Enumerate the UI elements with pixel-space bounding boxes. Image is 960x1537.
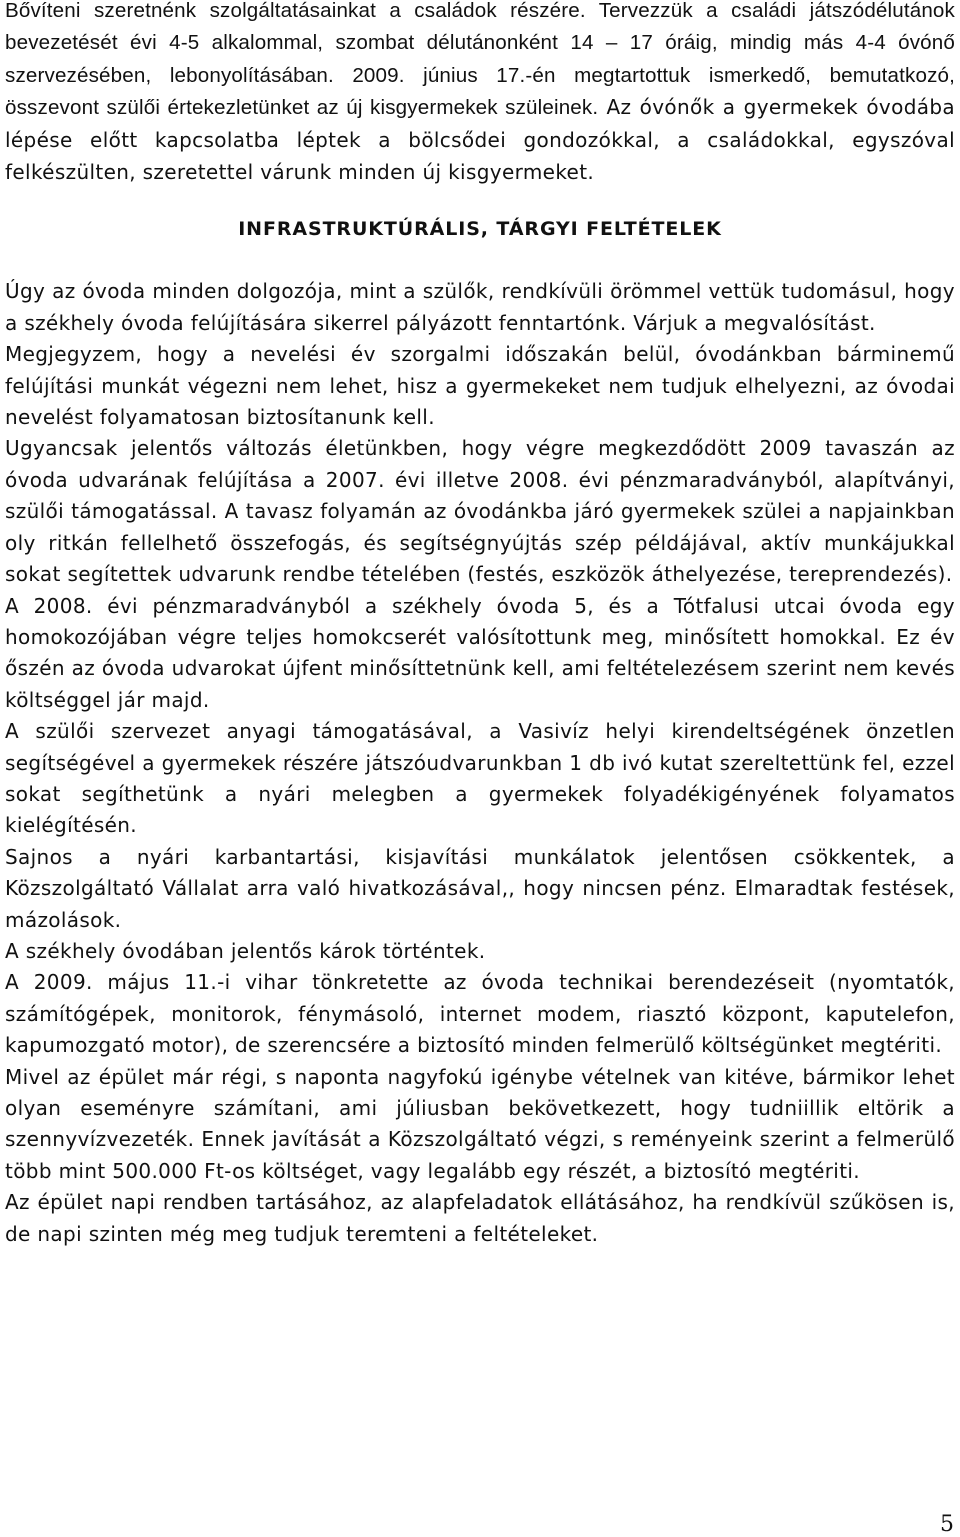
page-number: 5	[940, 1512, 954, 1537]
intro-paragraph	[5, 0, 955, 189]
paragraph-drinking-fountain: A szülői szervezet anyagi támogatásával, a Vasivíz helyi kirendeltségének önzetlen segítségével a gyermekek részére játszóudvarunkban 1 db ivó kutat szereltettünk fel, ezzel sokat segíthetünk a nyári melegben a gyermekek folyadékigényének folyamatos kielégítésén.	[5, 719, 955, 838]
paragraph-yard-renovation: Ugyancsak jelentős változás életünkben, hogy végre megkezdődött 2009 tavaszán az óvoda udvarának felújítása a 2007. évi illetve 2008. évi pénzmaradványból, alapítványi, szülői támogatással. A tavasz folyamán az óvodánkba járó gyermekek szülei a napjainkban oly ritkán fellelhető összefogás, és segítségnyújtás szép példájával, aktív munkájukkal sokat segítettek udvarunk rendbe tételében (festés, eszközök áthelyezése, tereprendezés).	[5, 436, 955, 587]
paragraph-renovation-tender: Úgy az óvoda minden dolgozója, mint a szülők, rendkívüli örömmel vettük tudomásul, hogy a székhely óvoda felújítására sikerrel pályázott fenntartónk. Várjuk a megvalósítást.	[5, 279, 955, 335]
paragraph-storm-damage: A 2009. május 11.-i vihar tönkretette az óvoda technikai berendezéseit (nyomtatók, számítógépek, monitorok, fénymásoló, internet modem, riasztó központ, kaputelefon, kapumozgató motor), de szerencsére a biztosító minden felmerülő költségünket megtériti.	[5, 970, 955, 1058]
section-heading: INFRASTRUKTÚRÁLIS, TÁRGYI FELTÉTELEK	[238, 218, 722, 241]
intro-text-verdana: Az óvónők a gyermekek óvodába lépése előtt kapcsolatba léptek a bölcsődei gondozókkal, a családokkal, egyszóval felkészülten, szeretettel várunk minden új kisgyermeket.	[5, 95, 955, 185]
paragraph-damages: A székhely óvodában jelentős károk történtek.	[5, 938, 486, 963]
paragraph-school-year-note: Megjegyzem, hogy a nevelési év szorgalmi időszakán belül, óvodánkban bárminemű felújítási munkát végezni nem lehet, hisz a gyermekeket nem tudjuk elhelyezni, az óvodai nevelést folyamatosan biztosítanunk kell.	[5, 342, 955, 430]
paragraph-sewer-pipe: Mivel az épület már régi, s naponta nagyfokú igénybe vételnek van kitéve, bármikor lehet olyan eseményre számítani, ami júliusban bekövetkezett, hogy tudniillik eltörik a szennyvízvezeték. Ennek javítását a Közszolgáltató végzi, s reményeink szerint a felmerülő több mint 500.000 Ft-os költséget, vagy legalább egy részét, a biztosító megtériti.	[5, 1064, 955, 1183]
paragraph-sand-replacement: A 2008. évi pénzmaradványból a székhely óvoda 5, és a Tótfalusi utcai óvoda egy homokozójában végre teljes homokcserét valósítottunk meg, minősített homokkal. Ez év őszén az óvoda udvarokat újfent minősíttetnünk kell, ami feltételezésem szerint nem kevés költséggel jár majd.	[5, 593, 955, 712]
paragraph-maintenance-cuts: Sajnos a nyári karbantartási, kisjavítási munkálatok jelentősen csökkentek, a Közszolgáltató Vállalat arra való hivatkozásával,, hogy nincsen pénz. Elmaradtak festések, mázolások.	[5, 844, 955, 932]
paragraph-daily-maintenance: Az épület napi rendben tartásához, az alapfeladatok ellátásához, ha rendkívül szűkösen is, de napi szinten még meg tudjuk teremteni a feltételeket.	[5, 1190, 955, 1246]
intro-text-arial: Bővíteni szeretnénk szolgáltatásainkat a családok részére. Tervezzük a családi játszódélutánok bevezetését évi 4-5 alkalommal, szombat délutánonként 14 – 17 óráig, mindig más 4-4 óvónő szervezésében, lebonyolításában. 2009. június 17.-én megtartottuk ismerkedő, bemutatkozó, összevont szülői értekezletünket az új kisgyermekek szüleinek.	[5, 0, 955, 120]
page-content	[5, 0, 955, 1250]
